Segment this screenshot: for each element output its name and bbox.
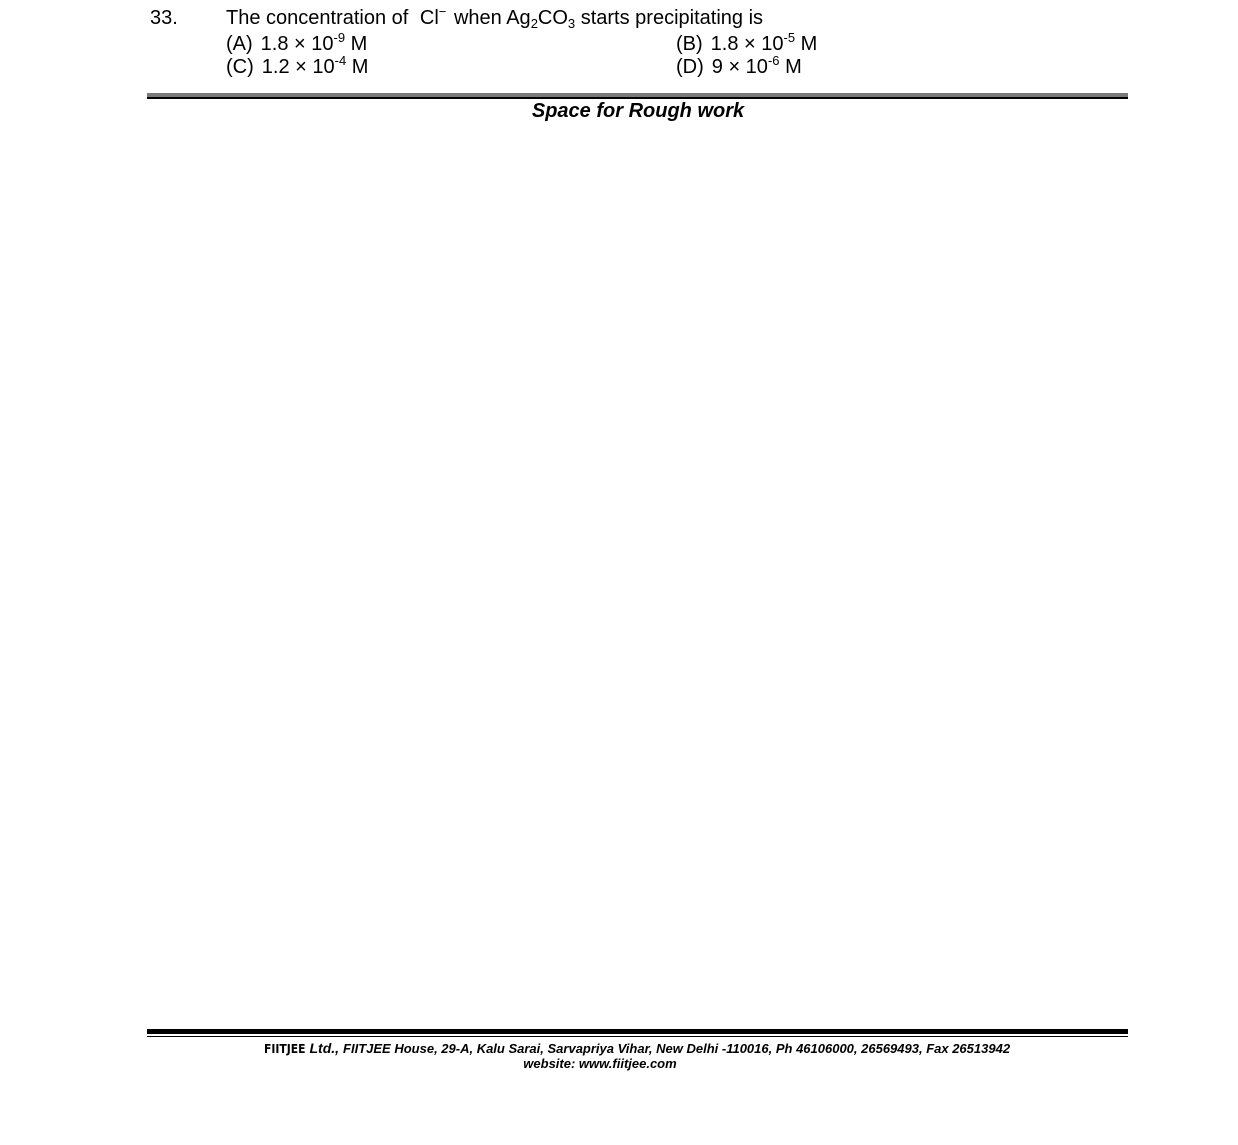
option-d-letter: (D)	[676, 56, 704, 78]
option-a-letter: (A)	[226, 33, 253, 55]
question-text-mid: when Ag	[453, 7, 531, 29]
chloride-ion	[419, 4, 447, 29]
question-text-before: The concentration of	[226, 7, 409, 29]
option-a	[226, 30, 368, 55]
rough-work-heading: Space for Rough work	[531, 100, 745, 122]
option-a-unit: M	[350, 33, 368, 55]
option-b-exponent: -5	[783, 30, 796, 45]
question-text	[226, 4, 764, 31]
option-b-mantissa: 1.8 × 10	[710, 33, 784, 55]
footer-divider-thin	[147, 1036, 1128, 1037]
footer-website: website: www.fiitjee.com	[523, 1056, 677, 1071]
option-c-unit: M	[351, 56, 369, 78]
footer-address-line	[0, 1040, 1238, 1057]
option-b-letter: (B)	[676, 33, 703, 55]
rough-work-area	[147, 126, 1128, 1026]
question-text-after: starts precipitating is	[580, 7, 764, 29]
option-b-unit: M	[800, 33, 818, 55]
formula-subscript-2: 3	[567, 16, 576, 31]
option-d-mantissa: 9 × 10	[711, 56, 768, 78]
option-b	[676, 30, 818, 55]
footer-divider-thick	[147, 1029, 1128, 1034]
option-c-mantissa: 1.2 × 10	[261, 56, 335, 78]
chloride-ion-charge: −	[438, 4, 447, 19]
option-d-exponent: -6	[767, 53, 780, 68]
option-d	[676, 53, 802, 78]
option-c-letter: (C)	[226, 56, 254, 78]
chloride-ion-symbol: Cl	[419, 7, 439, 29]
option-a-mantissa: 1.8 × 10	[260, 33, 334, 55]
formula-mid: CO	[537, 7, 568, 29]
option-c	[226, 53, 369, 78]
question-number: 33.	[150, 7, 178, 29]
option-a-exponent: -9	[333, 30, 346, 45]
footer-address: FIITJEE House, 29-A, Kalu Sarai, Sarvapriya Vihar, New Delhi -110016, Ph 46106000, 26569493, Fax 26513942	[343, 1041, 1011, 1056]
footer-ltd: Ltd.,	[309, 1040, 340, 1056]
option-c-exponent: -4	[334, 53, 347, 68]
footer-brand: FIITJEE	[263, 1042, 306, 1056]
formula-subscript-1: 2	[530, 16, 538, 31]
option-d-unit: M	[785, 56, 802, 78]
